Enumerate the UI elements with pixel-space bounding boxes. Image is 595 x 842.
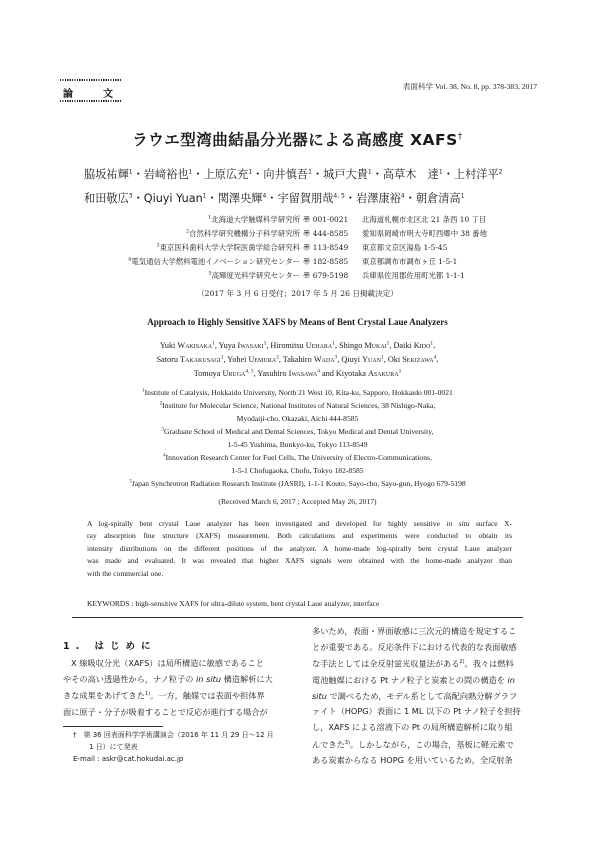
author-jp: ・上村洋平$^2$ (442, 168, 503, 181)
body-line: やその高い透過性から，ナノ粒子の in situ 構造解析に大 (63, 673, 273, 684)
author-en: , Yuya Iwasaki$^1$ (214, 340, 267, 350)
abstract-line: A log-spirally bent crystal Laue analyzer has been investigated and developed for highly sensitive in situ surface X- (87, 519, 512, 528)
received-date-jp: （2017 年 3 月 6 日受付；2017 年 5 月 26 日掲載決定） (197, 289, 398, 298)
body-line: とが重要である。反応条件下における代表的な表面敏感 (312, 641, 517, 652)
authors-jp-line-1 (84, 166, 502, 182)
author-jp: ・Qiuyi Yuan$^1$ (132, 192, 207, 205)
author-jp: 和田敬広$^3$ (84, 192, 133, 205)
affiliation-en: $^2$Institute for Molecular Science, National Institutes of Natural Sciences, 38 Nishigo-Naka, (159, 401, 436, 410)
author-en: Tomoya Uruga$^{4, 5}$ (193, 368, 254, 378)
abstract-line: intensity distributions on the different positions of the analyzer. A home-made log-spirally bent crystal Laue analyzer (87, 543, 512, 553)
body-line: な手法としては全反射蛍光収量法がある$^{2)}$。我々は燃料 (312, 659, 514, 670)
body-line: きな成果をあげてきた$^{1)}$。一方，触媒では表面や担体界 (63, 691, 265, 702)
author-en: Satoru Takakusagi$^1$ (156, 354, 224, 364)
footnote (63, 730, 303, 765)
footnote-email: E-mail : askr@cat.hokudai.ac.jp (73, 754, 184, 763)
author-en: , Yohei Uemura$^2$ (223, 354, 279, 364)
affiliation-en: $^1$Institute of Catalysis, Hokkaido University, North 21 West 10, Kita-ku, Sapporo, Hokkaido 001-0021 (142, 388, 453, 397)
journal-reference: 表面科学 Vol. 38, No. 8, pp. 378-383, 2017 (402, 82, 537, 91)
body-line: ァイト（HOPG）表面に 1 ML 以下の Pt ナノ粒子を担持 (312, 706, 521, 717)
footnote-line: 1 日）にて発表 (89, 742, 138, 751)
authors-en-line-2: Satoru Takakusagi$^1$, Yohei Uemura$^2$, Takahiro Wada$^3$, Qiuyi Yuan$^1$, Oki Sekizawa$^4$, (156, 354, 439, 364)
affiliation-en: $^5$Japan Synchrotron Radiation Research Institute (JASRI), 1-1-1 Kouto, Sayo-cho, Sayo-gun, Hyogo 679-5198 (129, 479, 466, 488)
body-line: 多いため，表面・界面敏感に三次元的構造を規定するこ (312, 626, 517, 636)
footnote-line: † 第 36 回表面科学学術講演会（2016 年 11 月 29 日～12 月 (73, 731, 274, 739)
section-heading: 1. はじめに (63, 641, 157, 652)
affiliation-en: Myodaiji-cho, Okazaki, Aichi 444-8585 (236, 414, 359, 423)
author-jp: ・岩澤康裕$^4$ (344, 192, 405, 205)
keywords: KEYWORDS : high-sensitive XAFS for ultra-dilute system, bent crystal Laue analyzer, interface (87, 599, 380, 608)
body-line: situ で調べるため，モデル系として高配向熱分解グラフ (312, 690, 518, 701)
paper-title-jp (0, 128, 595, 150)
body-line: 電池触媒における Pt ナノ粒子と炭素との間の構造を in (312, 674, 515, 685)
body-column-right (312, 624, 548, 769)
abstract-divider (72, 617, 523, 618)
body-line: 面に原子・分子が吸着することで反応が進行する場合が (63, 706, 268, 717)
author-en: , Oki Sekizawa$^4$ (383, 354, 437, 364)
abstract-line: was made and evaluated. It was revealed that higher XAFS signals were obtained with the home-made analyzer than (87, 556, 512, 566)
author-en: , Qiuyi Yuan$^1$ (337, 354, 384, 364)
author-en: , Yasuhiro Iwasawa$^4$ (253, 368, 320, 378)
author-jp: ・上原広充$^1$ (192, 168, 253, 181)
body-line: し，XAFS による溶液下の Pt の局所構造解析に取り組 (312, 721, 513, 732)
paper-title-jp-text: ラウエ型湾曲結晶分光器による高感度 XAFS (132, 131, 458, 149)
affiliation-en: 1-5-1 Chofugaoka, Chofu, Tokyo 182-8585 (231, 466, 364, 475)
section-tag: 論 文 (63, 89, 123, 100)
footnote-rule (63, 726, 163, 727)
abstract-line: with the commercial one. (87, 568, 164, 578)
author-jp: ・高草木 達$^1$ (371, 168, 443, 181)
author-en: , Shingo Mukai$^1$ (335, 340, 390, 350)
author-jp: ・城戸大貴$^1$ (311, 168, 372, 181)
authors-jp-line-2 (84, 190, 464, 206)
author-en: , Takahiro Wada$^3$ (278, 354, 338, 364)
header-rule-bottom (60, 100, 122, 102)
abstract (87, 518, 512, 580)
author-en: , Hiromitsu Uehara$^1$ (266, 340, 336, 350)
affiliation-en: 1-5-45 Yushima, Bunkyo-ku, Tokyo 113-8549 (227, 440, 368, 449)
author-jp: 脇坂祐輝$^1$ (84, 168, 133, 181)
author-jp: ・朝倉清高$^1$ (404, 192, 465, 205)
title-dagger: † (457, 131, 463, 142)
author-jp: ・関澤央輝$^4$ (206, 192, 267, 205)
paper-title-en: Approach to Highly Sensitive XAFS by Means of Bent Crystal Laue Analyzers (147, 317, 448, 327)
authors-en-line-1: Yuki Wakisaka$^1$, Yuya Iwasaki$^1$, Hiromitsu Uehara$^1$, Shingo Mukai$^1$, Daiki Kido$^1$, (159, 340, 436, 350)
body-line: X 線吸収分光（XAFS）は局所構造に敏感であること (71, 658, 264, 668)
affiliation-en: $^3$Graduate School of Medical and Dental Sciences, Tokyo Medical and Dental University, (161, 427, 434, 436)
author-en: Yuki Wakisaka$^1$ (159, 340, 215, 350)
body-column-left (63, 656, 301, 721)
author-jp: ・宇留賀朋哉$^{4, 5}$ (266, 192, 345, 205)
body-line: ある炭素からなる HOPG を用いているため，全反射条 (312, 755, 513, 766)
abstract-line: ray absorption fine structure (XAFS) measurement. Both calculations and experiments were conducted to obtain its (87, 531, 512, 541)
author-jp: ・岩﨑裕也$^1$ (132, 168, 193, 181)
author-en: , Daiki Kido$^1$ (389, 340, 434, 350)
author-jp: ・向井慎吾$^1$ (252, 168, 312, 181)
received-date-en: (Received March 6, 2017 ; Accepted May 26, 2017) (218, 497, 377, 506)
body-line: んできた$^{3)}$。しかしながら，この場合，基板に軽元素で (312, 739, 514, 750)
header-rule-top (60, 79, 122, 81)
affiliation-en: $^4$Innovation Research Center for Fuel Cells, The University of Electro-Communications, (163, 453, 432, 462)
author-en: and Kiyotaka Asakura$^1$ (319, 368, 402, 378)
authors-en-line-3 (0, 368, 595, 378)
